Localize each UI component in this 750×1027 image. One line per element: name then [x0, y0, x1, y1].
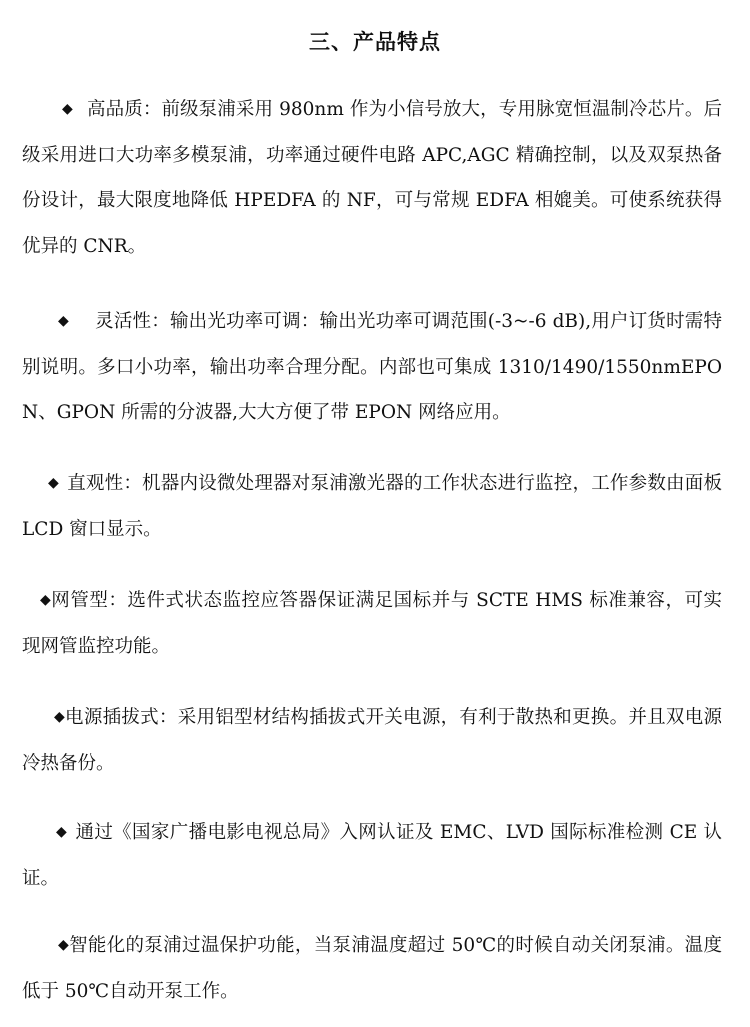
- feature-paragraph-high-quality: [22, 87, 722, 269]
- diamond-bullet-icon: ◆: [56, 824, 68, 840]
- feature-paragraph-certification: [22, 810, 722, 901]
- feature-text: 灵活性：输出光功率可调：输出光功率可调范围(-3~-6 dB),用户订货时需特别说明。多口小功率，输出功率合理分配。内部也可集成 1310/1490/1550nmEPON、GPON 所需的分波器,大大方便了带 EPON 网络应用。: [22, 311, 722, 423]
- diamond-bullet-icon: ◆: [58, 313, 69, 329]
- feature-text: 直观性：机器内设微处理器对泵浦激光器的工作状态进行监控，工作参数由面板 LCD 窗口显示。: [22, 473, 722, 540]
- feature-paragraph-intuitive: [22, 461, 722, 552]
- feature-text: 电源插拔式：采用铝型材结构插拔式开关电源，有利于散热和更换。并且双电源冷热备份。: [22, 707, 722, 774]
- diamond-bullet-icon: ◆: [58, 937, 70, 953]
- feature-paragraph-over-temperature-protection: [22, 923, 722, 1014]
- feature-paragraph-power-supply: [22, 695, 722, 786]
- feature-paragraph-network-management: [22, 578, 722, 669]
- feature-text: 智能化的泵浦过温保护功能，当泵浦温度超过 50℃的时候自动关闭泵浦。温度低于 50℃自动开泵工作。: [22, 935, 722, 1002]
- diamond-bullet-icon: ◆: [62, 101, 73, 117]
- diamond-bullet-icon: ◆: [54, 709, 66, 725]
- feature-text: 高品质：前级泵浦采用 980nm 作为小信号放大，专用脉宽恒温制冷芯片。后级采用进口大功率多模泵浦，功率通过硬件电路 APC,AGC 精确控制，以及双泵热备份设计，最大限度地降低 HPEDFA 的 NF，可与常规 EDFA 相媲美。可使系统获得优异的 CNR。: [22, 99, 722, 257]
- diamond-bullet-icon: ◆: [40, 592, 52, 608]
- feature-text: 网管型：选件式状态监控应答器保证满足国标并与 SCTE HMS 标准兼容，可实现网管监控功能。: [22, 590, 722, 657]
- section-title: 三、产品特点: [309, 30, 441, 54]
- feature-paragraph-flexibility: [22, 299, 722, 436]
- diamond-bullet-icon: ◆: [48, 475, 59, 491]
- feature-text: 通过《国家广播电影电视总局》入网认证及 EMC、LVD 国际标准检测 CE 认证。: [22, 822, 722, 889]
